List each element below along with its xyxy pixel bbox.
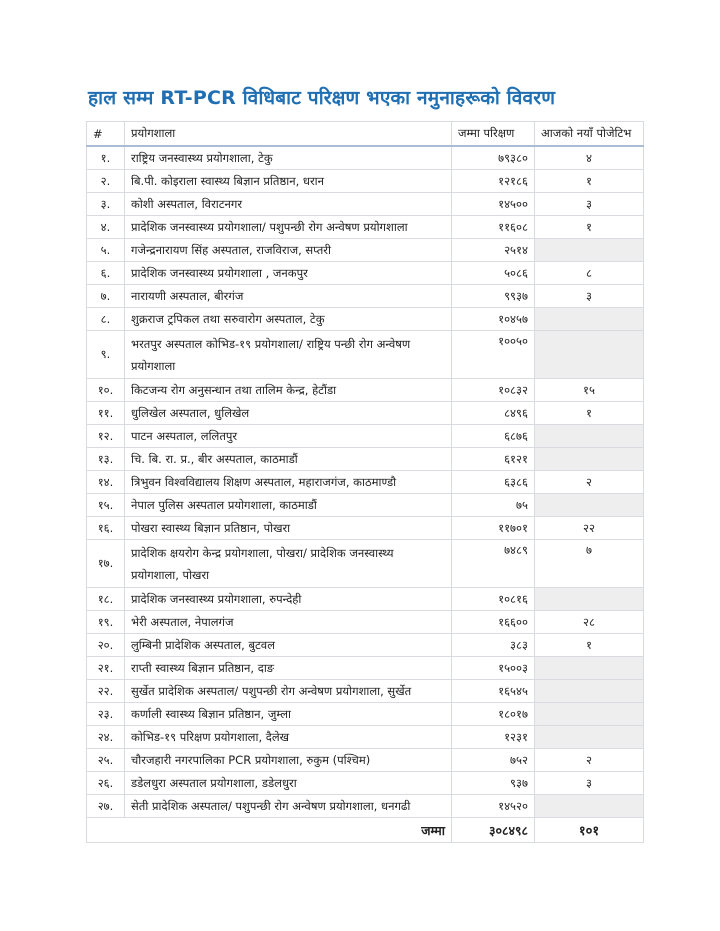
new-positive: २	[535, 471, 644, 494]
laboratory-name: भेरी अस्पताल, नेपालगंज	[125, 611, 452, 634]
total-tests: ९९३७	[452, 285, 535, 308]
total-tests: १२३१	[452, 726, 535, 749]
new-positive	[535, 795, 644, 818]
total-tests: ७५२	[452, 749, 535, 772]
table-row	[87, 308, 644, 331]
total-tests: ५०८६	[452, 262, 535, 285]
new-positive	[535, 239, 644, 262]
row-number: ३.	[87, 193, 125, 216]
new-positive	[535, 425, 644, 448]
table-row	[87, 749, 644, 772]
laboratory-name: नारायणी अस्पताल, बीरगंज	[125, 285, 452, 308]
table-row	[87, 379, 644, 402]
new-positive: २८	[535, 611, 644, 634]
table-row	[87, 517, 644, 540]
new-positive: ३	[535, 772, 644, 795]
laboratory-name: भरतपुर अस्पताल कोभिड-१९ प्रयोगशाला/ राष्ट्रिय पन्छी रोग अन्वेषण प्रयोगशाला	[125, 331, 452, 379]
total-tests: १००५०	[452, 331, 535, 379]
row-number: १०.	[87, 379, 125, 402]
header-new-positive: आजको नयाँ पोजेटिभ	[535, 122, 644, 147]
total-tests: ८४९६	[452, 402, 535, 425]
total-tests: ७९३८०	[452, 146, 535, 170]
laboratory-name: डडेलधुरा अस्पताल प्रयोगशाला, डडेलधुरा	[125, 772, 452, 795]
table-row	[87, 146, 644, 170]
table-row	[87, 772, 644, 795]
table-row	[87, 285, 644, 308]
row-number: १.	[87, 146, 125, 170]
total-tests: ६३८६	[452, 471, 535, 494]
laboratory-name: कर्णाली स्वास्थ्य बिज्ञान प्रतिष्ठान, जुम्ला	[125, 703, 452, 726]
total-tests: ३८३	[452, 634, 535, 657]
row-number: ५.	[87, 239, 125, 262]
total-tests: ९३७	[452, 772, 535, 795]
row-number: १६.	[87, 517, 125, 540]
laboratory-name: प्रादेशिक जनस्वास्थ्य प्रयोगशाला, रुपन्देही	[125, 588, 452, 611]
new-positive: ७	[535, 540, 644, 588]
laboratory-name: किटजन्य रोग अनुसन्धान तथा तालिम केन्द्र, हेटौंडा	[125, 379, 452, 402]
table-row	[87, 795, 644, 818]
new-positive: १	[535, 170, 644, 193]
header-total-tests: जम्मा परिक्षण	[452, 122, 535, 147]
row-number: ९.	[87, 331, 125, 379]
row-number: २१.	[87, 657, 125, 680]
table-row	[87, 331, 644, 379]
grand-total-tests: ३०८४९८	[452, 818, 535, 843]
row-number: २३.	[87, 703, 125, 726]
total-tests: ७५	[452, 494, 535, 517]
row-number: १९.	[87, 611, 125, 634]
new-positive: १	[535, 634, 644, 657]
row-number: १५.	[87, 494, 125, 517]
table-row	[87, 657, 644, 680]
laboratory-name: त्रिभुवन विश्वविद्यालय शिक्षण अस्पताल, महाराजगंज, काठमाण्डौ	[125, 471, 452, 494]
table-row	[87, 448, 644, 471]
row-number: ७.	[87, 285, 125, 308]
header-laboratory: प्रयोगशाला	[125, 122, 452, 147]
table-row	[87, 611, 644, 634]
row-number: ११.	[87, 402, 125, 425]
total-tests: १५००३	[452, 657, 535, 680]
new-positive	[535, 308, 644, 331]
table-row	[87, 170, 644, 193]
table-row	[87, 634, 644, 657]
total-tests: १८०१७	[452, 703, 535, 726]
page-title: हाल सम्म RT-PCR विधिबाट परिक्षण भएका नमुनाहरूको विवरण	[88, 87, 556, 109]
laboratory-name: पाटन अस्पताल, ललितपुर	[125, 425, 452, 448]
laboratory-name: प्रादेशिक जनस्वास्थ्य प्रयोगशाला/ पशुपन्छी रोग अन्वेषण प्रयोगशाला	[125, 216, 452, 239]
laboratory-name: कोभिड-१९ परिक्षण प्रयोगशाला, दैलेख	[125, 726, 452, 749]
row-number: २७.	[87, 795, 125, 818]
new-positive: १	[535, 402, 644, 425]
table-header-row	[87, 122, 644, 147]
header-number: #	[87, 122, 125, 147]
new-positive	[535, 726, 644, 749]
total-label: जम्मा	[87, 818, 452, 843]
laboratory-name: गजेन्द्रनारायण सिंह अस्पताल, राजविराज, सप्तरी	[125, 239, 452, 262]
row-number: १३.	[87, 448, 125, 471]
table-row	[87, 540, 644, 588]
table-row	[87, 262, 644, 285]
laboratory-name: प्रादेशिक जनस्वास्थ्य प्रयोगशाला , जनकपुर	[125, 262, 452, 285]
total-tests: १०४५७	[452, 308, 535, 331]
table-row	[87, 680, 644, 703]
table-row	[87, 239, 644, 262]
table-row	[87, 402, 644, 425]
new-positive: १	[535, 216, 644, 239]
total-tests: ११७०१	[452, 517, 535, 540]
laboratory-name: राष्ट्रिय जनस्वास्थ्य प्रयोगशाला, टेकु	[125, 146, 452, 170]
laboratory-name: लुम्बिनी प्रादेशिक अस्पताल, बुटवल	[125, 634, 452, 657]
total-tests: ११६०८	[452, 216, 535, 239]
table-total-row	[87, 818, 644, 843]
total-tests: २५१४	[452, 239, 535, 262]
total-tests: १४५२०	[452, 795, 535, 818]
total-tests: ७४८९	[452, 540, 535, 588]
new-positive: ८	[535, 262, 644, 285]
row-number: ४.	[87, 216, 125, 239]
laboratory-name: राप्ती स्वास्थ्य बिज्ञान प्रतिष्ठान, दाङ	[125, 657, 452, 680]
table-body	[87, 146, 644, 818]
new-positive: ३	[535, 193, 644, 216]
new-positive: ४	[535, 146, 644, 170]
row-number: १७.	[87, 540, 125, 588]
total-tests: १०८३२	[452, 379, 535, 402]
new-positive	[535, 588, 644, 611]
new-positive	[535, 657, 644, 680]
total-tests: ६८७६	[452, 425, 535, 448]
new-positive: १५	[535, 379, 644, 402]
new-positive	[535, 448, 644, 471]
total-tests: १६५४५	[452, 680, 535, 703]
laboratory-name: चि. बि. रा. प्र., बीर अस्पताल, काठमाडौं	[125, 448, 452, 471]
laboratory-name: चौरजहारी नगरपालिका PCR प्रयोगशाला, रुकुम (पश्चिम)	[125, 749, 452, 772]
laboratory-name: धुलिखेल अस्पताल, धुलिखेल	[125, 402, 452, 425]
table-row	[87, 703, 644, 726]
row-number: ६.	[87, 262, 125, 285]
total-tests: ६१२१	[452, 448, 535, 471]
laboratory-name: पोखरा स्वास्थ्य बिज्ञान प्रतिष्ठान, पोखरा	[125, 517, 452, 540]
laboratory-name: सेती प्रादेशिक अस्पताल/ पशुपन्छी रोग अन्वेषण प्रयोगशाला, धनगढी	[125, 795, 452, 818]
table-row	[87, 425, 644, 448]
row-number: १२.	[87, 425, 125, 448]
total-tests: १२१८६	[452, 170, 535, 193]
table-row	[87, 471, 644, 494]
table-row	[87, 193, 644, 216]
row-number: ८.	[87, 308, 125, 331]
table-row	[87, 726, 644, 749]
new-positive	[535, 703, 644, 726]
new-positive: २	[535, 749, 644, 772]
table-row	[87, 588, 644, 611]
laboratory-name: शुक्रराज ट्रपिकल तथा सरुवारोग अस्पताल, टेकु	[125, 308, 452, 331]
table-row	[87, 216, 644, 239]
row-number: २५.	[87, 749, 125, 772]
total-tests: १६६००	[452, 611, 535, 634]
total-tests: १०८१६	[452, 588, 535, 611]
laboratory-name: कोशी अस्पताल, विराटनगर	[125, 193, 452, 216]
row-number: २०.	[87, 634, 125, 657]
new-positive: २२	[535, 517, 644, 540]
row-number: २४.	[87, 726, 125, 749]
row-number: १८.	[87, 588, 125, 611]
laboratory-name: प्रादेशिक क्षयरोग केन्द्र प्रयोगशाला, पोखरा/ प्रादेशिक जनस्वास्थ्य प्रयोगशाला, पोखरा	[125, 540, 452, 588]
laboratory-name: बि.पी. कोइराला स्वास्थ्य बिज्ञान प्रतिष्ठान, धरान	[125, 170, 452, 193]
laboratory-name: सुर्खेत प्रादेशिक अस्पताल/ पशुपन्छी रोग अन्वेषण प्रयोगशाला, सुर्खेत	[125, 680, 452, 703]
new-positive: ३	[535, 285, 644, 308]
row-number: २.	[87, 170, 125, 193]
new-positive	[535, 331, 644, 379]
row-number: २६.	[87, 772, 125, 795]
row-number: २२.	[87, 680, 125, 703]
laboratory-name: नेपाल पुलिस अस्पताल प्रयोगशाला, काठमाडौं	[125, 494, 452, 517]
lab-testing-table	[86, 121, 644, 843]
row-number: १४.	[87, 471, 125, 494]
grand-total-positive: १०१	[535, 818, 644, 843]
table-row	[87, 494, 644, 517]
new-positive	[535, 494, 644, 517]
total-tests: १४५००	[452, 193, 535, 216]
new-positive	[535, 680, 644, 703]
